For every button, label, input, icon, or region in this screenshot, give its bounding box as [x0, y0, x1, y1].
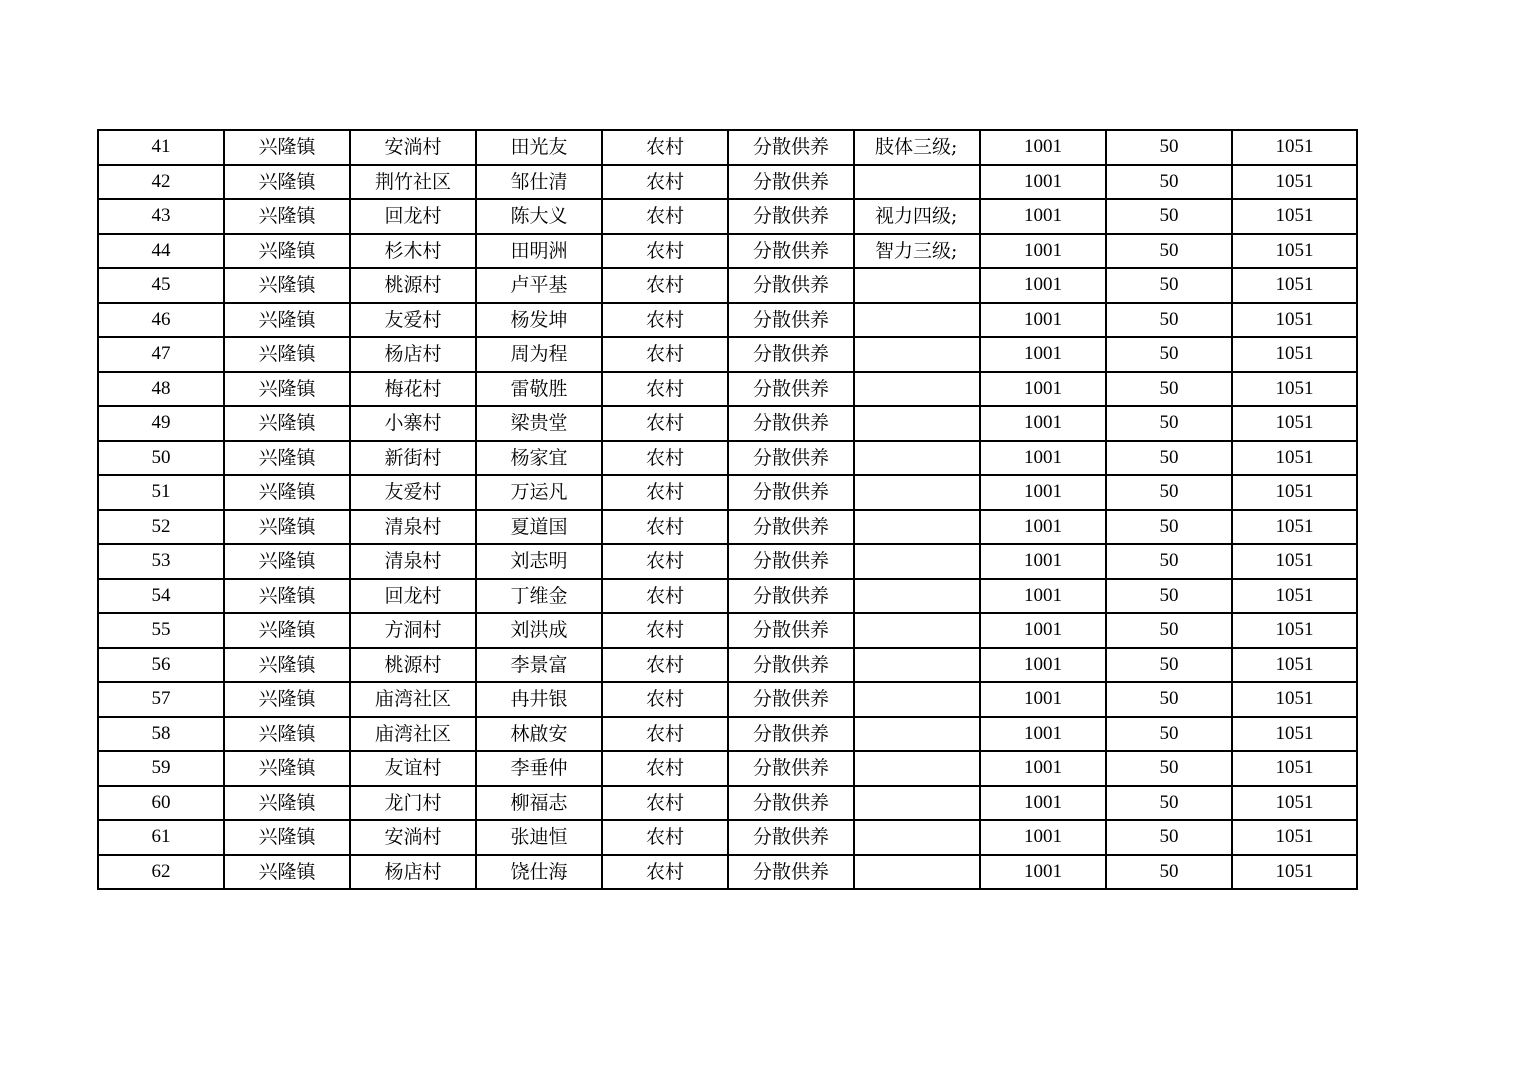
cell-total: 1051: [1232, 544, 1357, 579]
cell-amount-a: 1001: [980, 165, 1106, 200]
cell-disability: [854, 613, 980, 648]
table-row: [98, 613, 1357, 648]
cell-village: 桃源村: [350, 268, 476, 303]
cell-amount-b: 50: [1106, 234, 1232, 269]
cell-name: 卢平基: [476, 268, 602, 303]
cell-town: 兴隆镇: [224, 165, 350, 200]
cell-support-type: 分散供养: [728, 372, 854, 407]
cell-support-type: 分散供养: [728, 579, 854, 614]
cell-no: 51: [98, 475, 224, 510]
table-row: [98, 441, 1357, 476]
cell-disability: [854, 648, 980, 683]
cell-name: 田光友: [476, 130, 602, 165]
cell-support-type: 分散供养: [728, 648, 854, 683]
cell-disability: [854, 682, 980, 717]
cell-village: 安淌村: [350, 820, 476, 855]
cell-amount-b: 50: [1106, 130, 1232, 165]
cell-no: 45: [98, 268, 224, 303]
table-row: [98, 717, 1357, 752]
cell-amount-b: 50: [1106, 786, 1232, 821]
cell-village: 梅花村: [350, 372, 476, 407]
cell-total: 1051: [1232, 820, 1357, 855]
cell-amount-b: 50: [1106, 682, 1232, 717]
table-row: [98, 475, 1357, 510]
cell-name: 李景富: [476, 648, 602, 683]
cell-total: 1051: [1232, 303, 1357, 338]
cell-disability: [854, 441, 980, 476]
cell-amount-b: 50: [1106, 165, 1232, 200]
cell-amount-a: 1001: [980, 786, 1106, 821]
cell-support-type: 分散供养: [728, 165, 854, 200]
cell-town: 兴隆镇: [224, 510, 350, 545]
cell-disability: [854, 337, 980, 372]
table-row: [98, 682, 1357, 717]
cell-support-type: 分散供养: [728, 544, 854, 579]
cell-total: 1051: [1232, 234, 1357, 269]
cell-village: 清泉村: [350, 544, 476, 579]
cell-total: 1051: [1232, 751, 1357, 786]
cell-support-type: 分散供养: [728, 613, 854, 648]
cell-total: 1051: [1232, 165, 1357, 200]
cell-disability: 视力四级;: [854, 199, 980, 234]
cell-amount-b: 50: [1106, 406, 1232, 441]
cell-village: 友爱村: [350, 303, 476, 338]
cell-town: 兴隆镇: [224, 303, 350, 338]
cell-name: 杨家宜: [476, 441, 602, 476]
cell-no: 61: [98, 820, 224, 855]
cell-name: 李垂仲: [476, 751, 602, 786]
table-row: [98, 579, 1357, 614]
cell-no: 41: [98, 130, 224, 165]
cell-no: 59: [98, 751, 224, 786]
cell-amount-a: 1001: [980, 268, 1106, 303]
cell-amount-b: 50: [1106, 717, 1232, 752]
cell-no: 60: [98, 786, 224, 821]
cell-disability: 肢体三级;: [854, 130, 980, 165]
cell-no: 43: [98, 199, 224, 234]
record-table: [97, 129, 1358, 890]
cell-total: 1051: [1232, 510, 1357, 545]
cell-no: 47: [98, 337, 224, 372]
cell-amount-b: 50: [1106, 372, 1232, 407]
cell-name: 陈大义: [476, 199, 602, 234]
cell-support-type: 分散供养: [728, 855, 854, 890]
cell-amount-b: 50: [1106, 268, 1232, 303]
cell-name: 冉井银: [476, 682, 602, 717]
cell-disability: [854, 717, 980, 752]
cell-household-type: 农村: [602, 441, 728, 476]
cell-household-type: 农村: [602, 855, 728, 890]
cell-town: 兴隆镇: [224, 475, 350, 510]
cell-name: 田明洲: [476, 234, 602, 269]
cell-amount-b: 50: [1106, 510, 1232, 545]
cell-total: 1051: [1232, 406, 1357, 441]
cell-no: 56: [98, 648, 224, 683]
cell-amount-a: 1001: [980, 234, 1106, 269]
cell-amount-a: 1001: [980, 613, 1106, 648]
cell-total: 1051: [1232, 579, 1357, 614]
cell-no: 62: [98, 855, 224, 890]
cell-household-type: 农村: [602, 337, 728, 372]
cell-amount-b: 50: [1106, 441, 1232, 476]
cell-village: 安淌村: [350, 130, 476, 165]
cell-no: 49: [98, 406, 224, 441]
cell-name: 刘洪成: [476, 613, 602, 648]
cell-name: 杨发坤: [476, 303, 602, 338]
table-row: [98, 165, 1357, 200]
cell-town: 兴隆镇: [224, 613, 350, 648]
cell-total: 1051: [1232, 337, 1357, 372]
cell-name: 林啟安: [476, 717, 602, 752]
cell-disability: [854, 544, 980, 579]
cell-town: 兴隆镇: [224, 648, 350, 683]
cell-no: 54: [98, 579, 224, 614]
cell-name: 张迪恒: [476, 820, 602, 855]
cell-support-type: 分散供养: [728, 510, 854, 545]
table-row: [98, 268, 1357, 303]
cell-village: 友谊村: [350, 751, 476, 786]
cell-household-type: 农村: [602, 234, 728, 269]
cell-disability: [854, 268, 980, 303]
cell-amount-b: 50: [1106, 303, 1232, 338]
table-row: [98, 820, 1357, 855]
cell-name: 邹仕清: [476, 165, 602, 200]
cell-household-type: 农村: [602, 475, 728, 510]
cell-no: 53: [98, 544, 224, 579]
cell-support-type: 分散供养: [728, 130, 854, 165]
cell-total: 1051: [1232, 475, 1357, 510]
cell-total: 1051: [1232, 130, 1357, 165]
cell-town: 兴隆镇: [224, 268, 350, 303]
cell-village: 友爱村: [350, 475, 476, 510]
table-row: [98, 303, 1357, 338]
cell-total: 1051: [1232, 268, 1357, 303]
cell-household-type: 农村: [602, 751, 728, 786]
table-row: [98, 130, 1357, 165]
cell-amount-a: 1001: [980, 337, 1106, 372]
cell-village: 杨店村: [350, 855, 476, 890]
cell-disability: [854, 786, 980, 821]
cell-total: 1051: [1232, 372, 1357, 407]
cell-town: 兴隆镇: [224, 406, 350, 441]
cell-name: 夏道国: [476, 510, 602, 545]
cell-household-type: 农村: [602, 406, 728, 441]
cell-household-type: 农村: [602, 579, 728, 614]
cell-support-type: 分散供养: [728, 234, 854, 269]
cell-household-type: 农村: [602, 682, 728, 717]
cell-support-type: 分散供养: [728, 475, 854, 510]
cell-amount-b: 50: [1106, 648, 1232, 683]
cell-town: 兴隆镇: [224, 199, 350, 234]
cell-support-type: 分散供养: [728, 268, 854, 303]
cell-no: 52: [98, 510, 224, 545]
cell-household-type: 农村: [602, 510, 728, 545]
cell-household-type: 农村: [602, 268, 728, 303]
cell-village: 桃源村: [350, 648, 476, 683]
cell-name: 梁贵堂: [476, 406, 602, 441]
cell-amount-a: 1001: [980, 648, 1106, 683]
cell-household-type: 农村: [602, 372, 728, 407]
cell-town: 兴隆镇: [224, 786, 350, 821]
cell-disability: [854, 579, 980, 614]
cell-support-type: 分散供养: [728, 406, 854, 441]
table-row: [98, 786, 1357, 821]
cell-no: 50: [98, 441, 224, 476]
cell-amount-b: 50: [1106, 337, 1232, 372]
cell-town: 兴隆镇: [224, 751, 350, 786]
cell-amount-a: 1001: [980, 199, 1106, 234]
cell-household-type: 农村: [602, 820, 728, 855]
table-row: [98, 510, 1357, 545]
cell-support-type: 分散供养: [728, 682, 854, 717]
cell-no: 55: [98, 613, 224, 648]
cell-town: 兴隆镇: [224, 337, 350, 372]
cell-disability: [854, 303, 980, 338]
cell-total: 1051: [1232, 786, 1357, 821]
cell-village: 庙湾社区: [350, 682, 476, 717]
cell-household-type: 农村: [602, 613, 728, 648]
cell-village: 庙湾社区: [350, 717, 476, 752]
cell-village: 荆竹社区: [350, 165, 476, 200]
cell-village: 清泉村: [350, 510, 476, 545]
cell-amount-a: 1001: [980, 510, 1106, 545]
cell-name: 刘志明: [476, 544, 602, 579]
cell-name: 万运凡: [476, 475, 602, 510]
cell-amount-a: 1001: [980, 820, 1106, 855]
cell-support-type: 分散供养: [728, 337, 854, 372]
cell-amount-b: 50: [1106, 199, 1232, 234]
cell-household-type: 农村: [602, 648, 728, 683]
cell-amount-a: 1001: [980, 579, 1106, 614]
cell-household-type: 农村: [602, 544, 728, 579]
cell-village: 小寨村: [350, 406, 476, 441]
cell-town: 兴隆镇: [224, 130, 350, 165]
cell-amount-a: 1001: [980, 855, 1106, 890]
table-row: [98, 544, 1357, 579]
cell-amount-b: 50: [1106, 855, 1232, 890]
cell-town: 兴隆镇: [224, 441, 350, 476]
cell-town: 兴隆镇: [224, 579, 350, 614]
cell-amount-b: 50: [1106, 751, 1232, 786]
table-row: [98, 751, 1357, 786]
cell-disability: 智力三级;: [854, 234, 980, 269]
cell-amount-a: 1001: [980, 441, 1106, 476]
cell-town: 兴隆镇: [224, 544, 350, 579]
cell-no: 48: [98, 372, 224, 407]
cell-disability: [854, 406, 980, 441]
cell-total: 1051: [1232, 855, 1357, 890]
cell-town: 兴隆镇: [224, 820, 350, 855]
table-row: [98, 648, 1357, 683]
table-row: [98, 337, 1357, 372]
cell-no: 58: [98, 717, 224, 752]
cell-town: 兴隆镇: [224, 234, 350, 269]
table-row: [98, 406, 1357, 441]
cell-village: 回龙村: [350, 199, 476, 234]
cell-no: 46: [98, 303, 224, 338]
cell-total: 1051: [1232, 441, 1357, 476]
cell-amount-a: 1001: [980, 751, 1106, 786]
cell-amount-a: 1001: [980, 682, 1106, 717]
cell-town: 兴隆镇: [224, 855, 350, 890]
cell-name: 丁维金: [476, 579, 602, 614]
table-row: [98, 855, 1357, 890]
cell-support-type: 分散供养: [728, 786, 854, 821]
cell-amount-b: 50: [1106, 544, 1232, 579]
cell-village: 回龙村: [350, 579, 476, 614]
cell-disability: [854, 165, 980, 200]
cell-disability: [854, 751, 980, 786]
cell-household-type: 农村: [602, 303, 728, 338]
cell-town: 兴隆镇: [224, 717, 350, 752]
cell-household-type: 农村: [602, 165, 728, 200]
cell-household-type: 农村: [602, 130, 728, 165]
cell-amount-a: 1001: [980, 475, 1106, 510]
cell-disability: [854, 372, 980, 407]
cell-amount-a: 1001: [980, 717, 1106, 752]
cell-disability: [854, 820, 980, 855]
cell-household-type: 农村: [602, 786, 728, 821]
cell-village: 新街村: [350, 441, 476, 476]
cell-support-type: 分散供养: [728, 717, 854, 752]
cell-total: 1051: [1232, 682, 1357, 717]
cell-support-type: 分散供养: [728, 820, 854, 855]
table-row: [98, 372, 1357, 407]
cell-disability: [854, 855, 980, 890]
cell-village: 方洞村: [350, 613, 476, 648]
cell-household-type: 农村: [602, 717, 728, 752]
cell-name: 雷敬胜: [476, 372, 602, 407]
cell-total: 1051: [1232, 717, 1357, 752]
cell-household-type: 农村: [602, 199, 728, 234]
cell-disability: [854, 510, 980, 545]
cell-support-type: 分散供养: [728, 441, 854, 476]
cell-amount-a: 1001: [980, 303, 1106, 338]
cell-support-type: 分散供养: [728, 303, 854, 338]
cell-amount-a: 1001: [980, 130, 1106, 165]
cell-support-type: 分散供养: [728, 199, 854, 234]
cell-amount-b: 50: [1106, 613, 1232, 648]
cell-disability: [854, 475, 980, 510]
cell-no: 57: [98, 682, 224, 717]
cell-amount-b: 50: [1106, 820, 1232, 855]
cell-total: 1051: [1232, 613, 1357, 648]
cell-no: 42: [98, 165, 224, 200]
table-row: [98, 234, 1357, 269]
cell-town: 兴隆镇: [224, 682, 350, 717]
cell-village: 杉木村: [350, 234, 476, 269]
cell-total: 1051: [1232, 199, 1357, 234]
cell-name: 柳福志: [476, 786, 602, 821]
table-row: [98, 199, 1357, 234]
cell-village: 龙门村: [350, 786, 476, 821]
cell-amount-a: 1001: [980, 372, 1106, 407]
table-body: [98, 130, 1357, 889]
cell-no: 44: [98, 234, 224, 269]
cell-amount-a: 1001: [980, 544, 1106, 579]
cell-name: 周为程: [476, 337, 602, 372]
cell-amount-a: 1001: [980, 406, 1106, 441]
cell-village: 杨店村: [350, 337, 476, 372]
cell-town: 兴隆镇: [224, 372, 350, 407]
cell-name: 饶仕海: [476, 855, 602, 890]
cell-total: 1051: [1232, 648, 1357, 683]
cell-amount-b: 50: [1106, 475, 1232, 510]
cell-support-type: 分散供养: [728, 751, 854, 786]
cell-amount-b: 50: [1106, 579, 1232, 614]
